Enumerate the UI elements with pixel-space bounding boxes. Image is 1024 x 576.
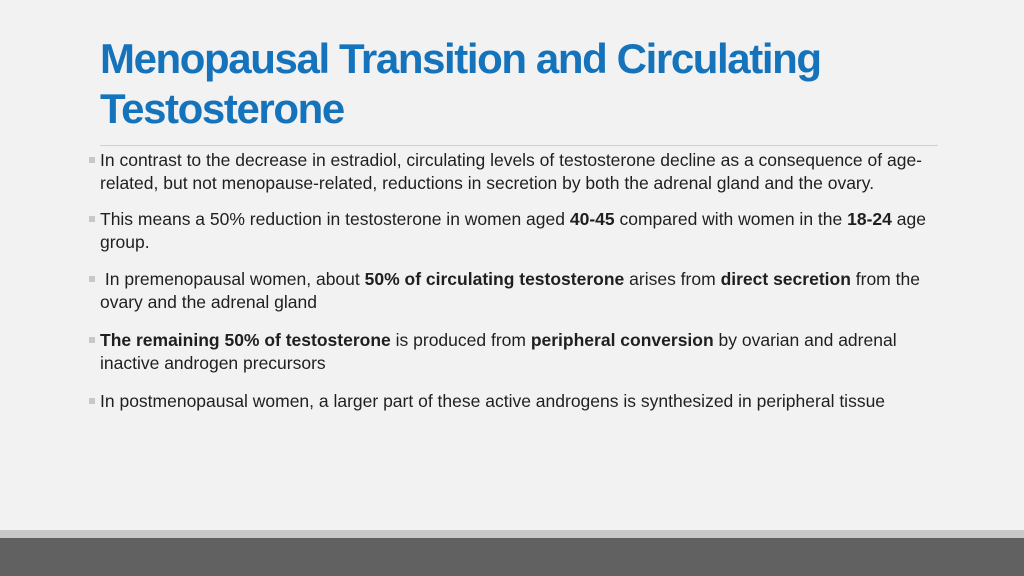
bullet-text: age group. (100, 209, 926, 252)
bullet-emphasis: 40-45 (569, 209, 615, 229)
bullet-text: by ovarian and adrenal inactive androgen precursors (100, 330, 897, 373)
bullet-marker-icon (89, 157, 95, 163)
bullet-text: arises from (624, 269, 721, 289)
footer-bar (0, 538, 1024, 576)
bullet-item (88, 268, 938, 314)
bullet-emphasis: 50% of circulating testosterone (364, 269, 625, 289)
footer-band (0, 530, 1024, 538)
bullet-emphasis: 18-24 (847, 209, 892, 229)
bullet-emphasis: peripheral conversion (530, 330, 714, 350)
bullet-text: compared with women in the (614, 209, 848, 229)
bullet-text: from the ovary and the adrenal gland (100, 269, 920, 312)
bullet-marker-icon (89, 276, 95, 282)
bullet-emphasis: direct secretion (720, 269, 851, 289)
bullet-item (88, 149, 938, 195)
bullet-emphasis: The remaining 50% of testosterone (100, 330, 391, 350)
bullet-item (88, 329, 938, 375)
title-divider (100, 145, 938, 146)
slide-title: Menopausal Transition and Circulating Testosterone (100, 35, 821, 132)
bullet-item (88, 208, 938, 254)
bullet-marker-icon (89, 337, 95, 343)
bullet-text: This means a 50% reduction in testosterone in women aged (100, 209, 570, 229)
bullet-item (88, 390, 938, 413)
bullet-text: In premenopausal women, about (100, 269, 365, 289)
bullet-text: is produced from (390, 330, 531, 350)
bullet-marker-icon (89, 216, 95, 222)
bullet-marker-icon (89, 398, 95, 404)
bullet-text: In postmenopausal women, a larger part of these active androgens is synthesized in peripheral tissue (100, 391, 886, 411)
bullet-list (88, 149, 938, 413)
bullet-text: In contrast to the decrease in estradiol, circulating levels of testosterone decline as a consequence of age-related, but not menopause-related, reductions in secretion by both the adrenal gland and the ovary. (100, 150, 923, 193)
